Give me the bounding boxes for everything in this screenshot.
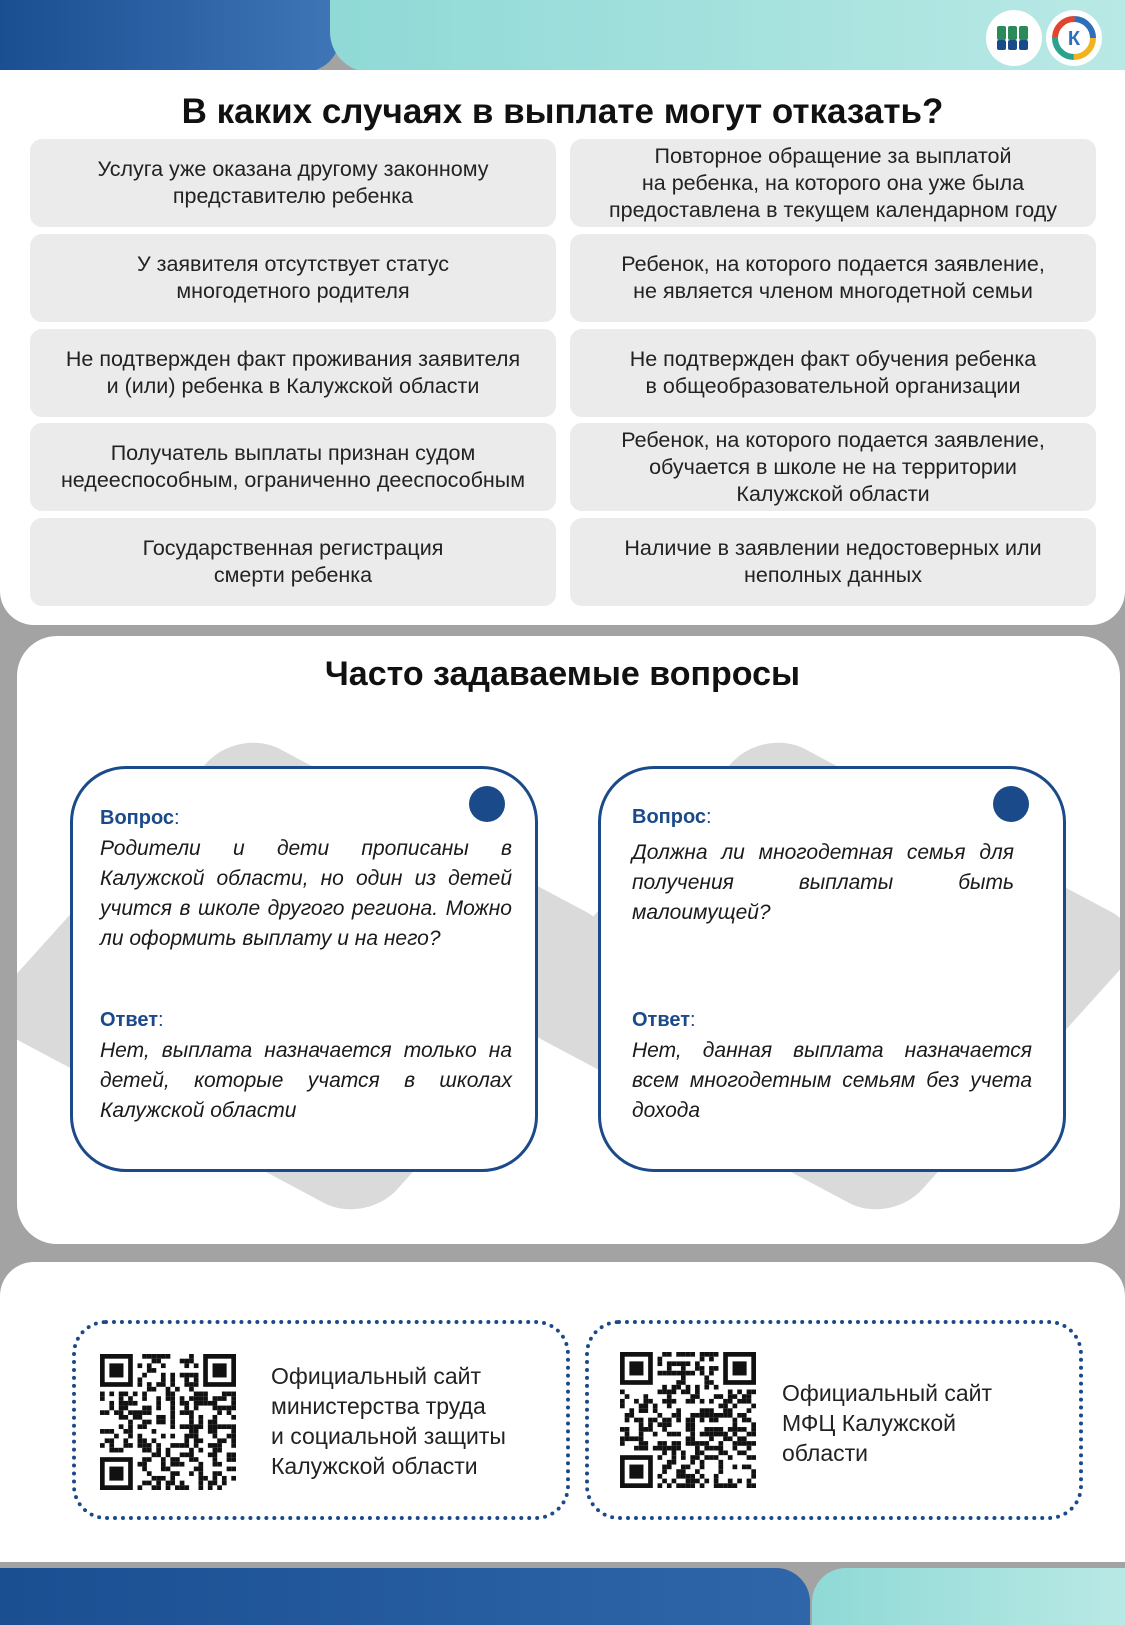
header-band-left [0,0,340,72]
refusal-reason-cell: Ребенок, на которого подается заявление, не является членом многодетной семьи [570,234,1096,322]
question-text: Должна ли многодетная семья для получения выплаты быть малоимущей? [632,841,1014,924]
mfc-logo-icon [1048,12,1100,64]
dot-icon [993,786,1029,822]
refusal-reason-cell: Государственная регистрация смерти ребенка [30,518,556,606]
refusal-reason-cell: Не подтвержден факт проживания заявителя и (или) ребенка в Калужской области [30,329,556,417]
refusal-reason-cell: Не подтвержден факт обучения ребенка в общеобразовательной организации [570,329,1096,417]
answer-text: Нет, данная выплата назначается всем многодетным семьям без учета дохода [632,1039,1032,1122]
refusal-reason-cell: Ребенок, на которого подается заявление, обучается в школе не на территории Калужской области [570,423,1096,511]
svg-text:К: К [1067,28,1081,50]
qr-code-icon[interactable] [100,1354,236,1490]
question-text: Родители и дети прописаны в Калужской области, но один из детей учится в школе другого региона. Можно ли оформить выплату и на него? [100,837,512,950]
ministry-logo-icon [988,12,1040,64]
answer-label: Ответ: [100,1009,164,1031]
answer-text: Нет, выплата назначается только на детей, которые учатся в школах Калужской области [100,1039,512,1122]
mfc-site-link-text[interactable]: Официальный сайт МФЦ Калужской области [782,1380,993,1466]
refusal-reason-cell: Повторное обращение за выплатой на ребенка, на которого она уже была предоставлена в текущем календарном году [570,139,1096,227]
question-label: Вопрос: [100,807,180,829]
dot-icon [469,786,505,822]
refusal-title: В каких случаях в выплате могут отказать? [181,92,944,131]
question-label: Вопрос: [632,806,712,828]
answer-label: Ответ: [632,1009,696,1031]
footer-band-left [0,1568,810,1625]
refusal-reason-cell: Получатель выплаты признан судом недееспособным, ограниченно дееспособным [30,423,556,511]
faq-title: Часто задаваемые вопросы [324,655,801,693]
refusal-reason-cell: Наличие в заявлении недостоверных или неполных данных [570,518,1096,606]
qr-code-icon[interactable] [620,1352,756,1488]
ministry-site-link-text[interactable]: Официальный сайт министерства труда и социальной защиты Калужской области [271,1363,506,1479]
footer-band-right [812,1568,1125,1625]
refusal-reason-cell: Услуга уже оказана другому законному представителю ребенка [30,139,556,227]
refusal-reason-cell: У заявителя отсутствует статус многодетного родителя [30,234,556,322]
